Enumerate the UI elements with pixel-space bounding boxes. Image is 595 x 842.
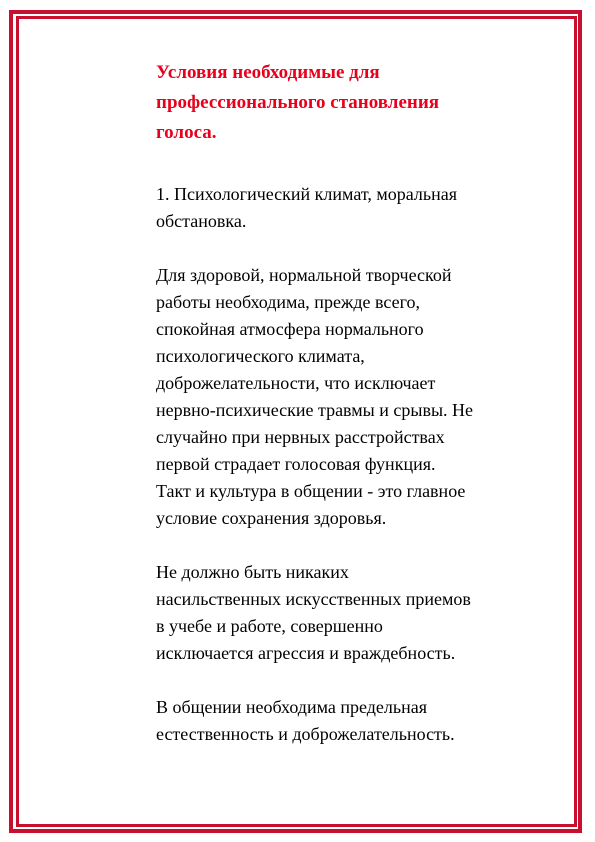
text-line: В общении необходима предельная bbox=[156, 697, 427, 717]
title-line: Условия необходимые для bbox=[156, 62, 380, 83]
text-line: психологического климата, bbox=[156, 346, 365, 366]
text-line: Такт и культура в общении - это главное bbox=[156, 481, 466, 501]
text-line: Для здоровой, нормальной творческой bbox=[156, 265, 452, 285]
text-line: обстановка. bbox=[156, 211, 247, 231]
text-line: Не должно быть никаких bbox=[156, 562, 349, 582]
title-line: профессионального становления bbox=[156, 92, 440, 113]
title-line: голоса. bbox=[156, 122, 217, 143]
text-line: спокойная атмосфера нормального bbox=[156, 319, 424, 339]
text-line: естественность и доброжелательность. bbox=[156, 724, 455, 744]
text-line: 1. Психологический климат, моральная bbox=[156, 184, 457, 204]
text-line: исключается агрессия и враждебность. bbox=[156, 643, 456, 663]
paragraph-climate bbox=[156, 262, 516, 532]
paragraph-no-coercion bbox=[156, 559, 516, 667]
document-body bbox=[156, 58, 516, 748]
text-line: в учебе и работе, совершенно bbox=[156, 616, 383, 636]
text-line: работы необходима, прежде всего, bbox=[156, 292, 421, 312]
paragraph-section-heading bbox=[156, 181, 516, 235]
document-title bbox=[156, 58, 516, 148]
paragraph-naturalness bbox=[156, 694, 516, 748]
text-line: случайно при нервных расстройствах bbox=[156, 427, 445, 447]
text-line: условие сохранения здоровья. bbox=[156, 508, 387, 528]
text-line: доброжелательности, что исключает bbox=[156, 373, 436, 393]
text-line: первой страдает голосовая функция. bbox=[156, 454, 436, 474]
text-line: нервно-психические травмы и срывы. Не bbox=[156, 400, 474, 420]
text-line: насильственных искусственных приемов bbox=[156, 589, 471, 609]
